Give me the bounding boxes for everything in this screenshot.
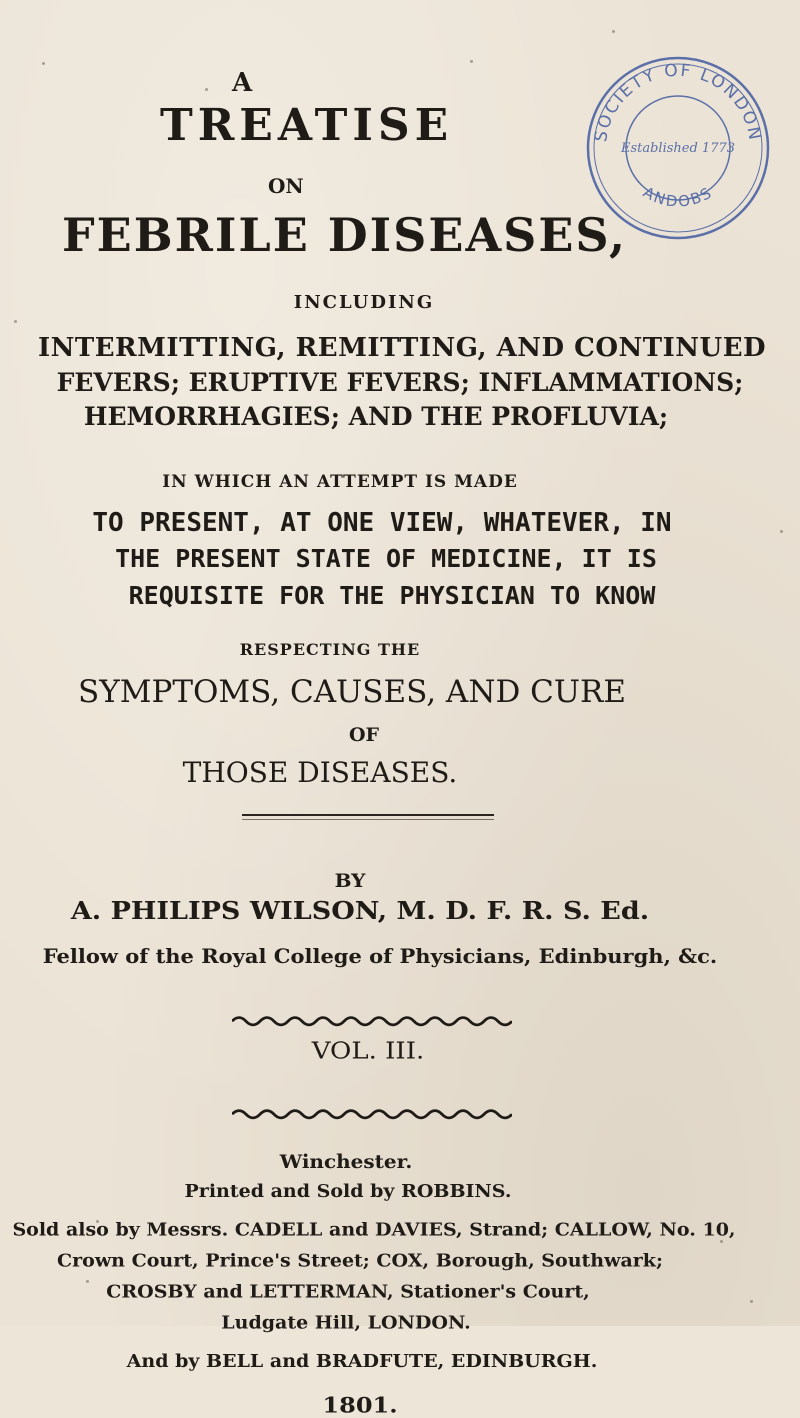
those-diseases-line: THOSE DISEASES. [182, 756, 458, 789]
symptoms-line: SYMPTOMS, CAUSES, AND CURE [78, 674, 626, 710]
volume-number: VOL. III. [311, 1037, 425, 1065]
respecting-label: RESPECTING THE [239, 640, 421, 659]
imprint-sellers-2: Crown Court, Prince's Street; COX, Borough, Southwark; [57, 1250, 663, 1272]
in-which-label: IN WHICH AN ATTEMPT IS MADE [162, 472, 518, 492]
title-subject: FEBRILE DISEASES, [62, 208, 628, 262]
author-credentials: Fellow of the Royal College of Physicians, Edinburgh, &c. [42, 944, 718, 968]
subtitle-line-3: HEMORRHAGIES; AND THE PROFLUVIA; [83, 402, 669, 431]
author-name: A. PHILIPS WILSON, M. D. F. R. S. Ed. [70, 897, 650, 926]
imprint-printer: Printed and Sold by ROBBINS. [184, 1181, 512, 1202]
purpose-line-3: REQUISITE FOR THE PHYSICIAN TO KNOW [128, 581, 656, 610]
subtitle-line-1: INTERMITTING, REMITTING, AND CONTINUED [37, 333, 767, 363]
stamp-outer-text: SOCIETY OF LONDON [591, 60, 765, 144]
imprint-sellers-5: And by BELL and BRADFUTE, EDINBURGH. [126, 1351, 598, 1372]
of-label: OF [348, 724, 380, 746]
purpose-line-2: THE PRESENT STATE OF MEDICINE, IT IS [115, 544, 657, 573]
stamp-inner-text: Established 1773 [620, 141, 736, 156]
title-on: ON [268, 174, 304, 198]
paper-speck [720, 1240, 723, 1243]
purpose-line-1: TO PRESENT, AT ONE VIEW, WHATEVER, IN [92, 508, 672, 538]
title-article: A [232, 68, 253, 98]
imprint-sellers-4: Ludgate Hill, LONDON. [221, 1312, 471, 1334]
by-label: BY [334, 869, 366, 892]
imprint-sellers-1: Sold also by Messrs. CADELL and DAVIES, Strand; CALLOW, No. 10, [12, 1219, 736, 1241]
including-label: INCLUDING [293, 292, 435, 313]
imprint-place: Winchester. [279, 1150, 413, 1173]
ornamental-rule [232, 1014, 512, 1029]
paper-speck [750, 1300, 753, 1303]
imprint-year: 1801. [322, 1391, 398, 1418]
subtitle-line-2: FEVERS; ERUPTIVE FEVERS; INFLAMMATIONS; [56, 368, 744, 397]
ornamental-rule [232, 1107, 512, 1122]
imprint-sellers-3: CROSBY and LETTERMAN, Stationer's Court, [106, 1281, 590, 1303]
stamp-bottom-text: ANDOBS [639, 183, 717, 211]
title-main: TREATISE [160, 100, 454, 151]
